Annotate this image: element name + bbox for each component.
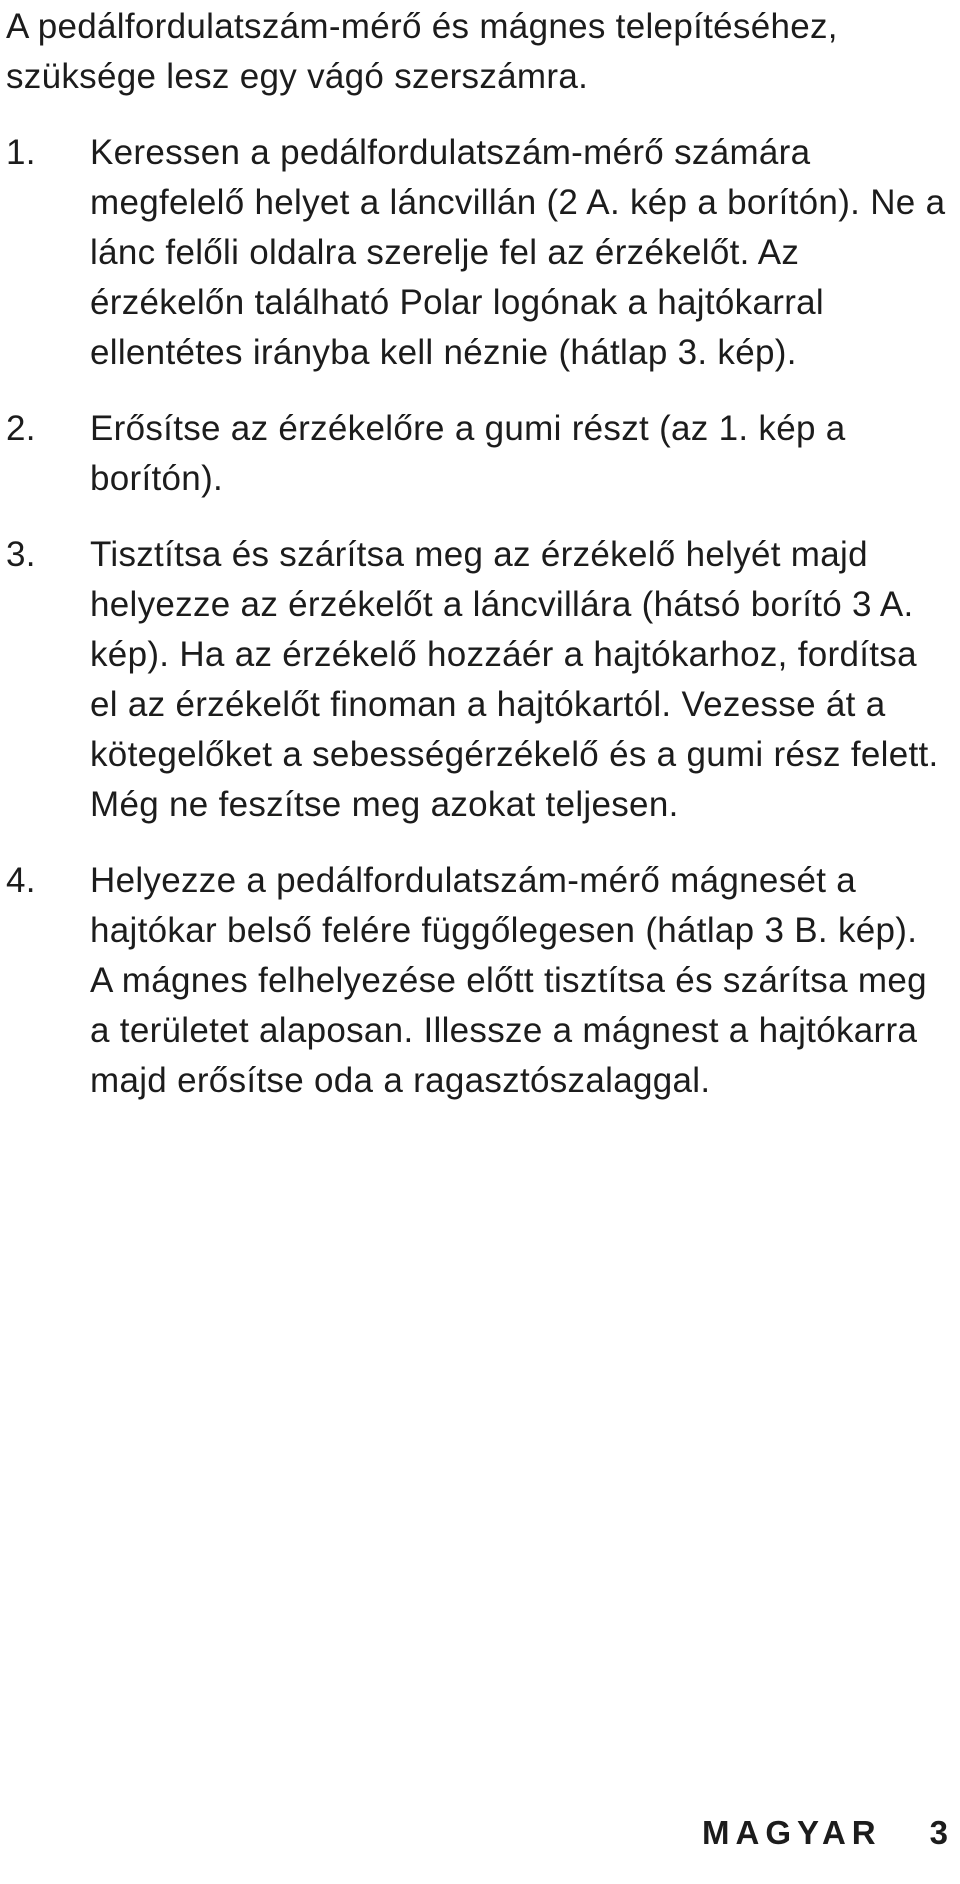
instruction-list	[6, 128, 946, 1106]
instruction-step-3	[6, 530, 946, 830]
instruction-step-2	[6, 404, 946, 504]
step-text: Keressen a pedálfordulatszám-mérő számára megfelelő helyet a láncvillán (2 A. kép a borítón). Ne a lánc felőli oldalra szerelje fel az érzékelőt. Az érzékelőn található Polar logónak a hajtókarral ellentétes irányba kell néznie (hátlap 3. kép).	[90, 133, 946, 372]
instruction-step-1	[6, 128, 946, 378]
instruction-step-4	[6, 856, 946, 1106]
section-label: MAGYAR	[702, 1814, 882, 1851]
page-number: 3	[929, 1814, 948, 1851]
step-number: 4.	[6, 861, 36, 900]
step-text: Helyezze a pedálfordulatszám-mérő mágnesét a hajtókar belső felére függőlegesen (hátlap 3 B. kép). A mágnes felhelyezése előtt tisztítsa és szárítsa meg a területet alaposan. Illessze a mágnest a hajtókarra majd erősítse oda a ragasztószalaggal.	[90, 861, 927, 1100]
step-text: Tisztítsa és szárítsa meg az érzékelő helyét majd helyezze az érzékelőt a láncvillára (hátsó borító 3 A. kép). Ha az érzékelő hozzáér a hajtókarhoz, fordítsa el az érzékelőt finoman a hajtókartól. Vezesse át a kötegelőket a sebességérzékelő és a gumi rész felett. Még ne feszítse meg azokat teljesen.	[90, 535, 939, 824]
step-number: 3.	[6, 535, 36, 574]
step-text: Erősítse az érzékelőre a gumi részt (az 1. kép a borítón).	[90, 409, 846, 498]
page-footer	[702, 1808, 948, 1858]
step-number: 1.	[6, 133, 36, 172]
intro-paragraph: A pedálfordulatszám-mérő és mágnes telepítéséhez, szüksége lesz egy vágó szerszámra.	[6, 7, 838, 96]
document-page	[6, 0, 946, 1106]
step-number: 2.	[6, 409, 36, 448]
